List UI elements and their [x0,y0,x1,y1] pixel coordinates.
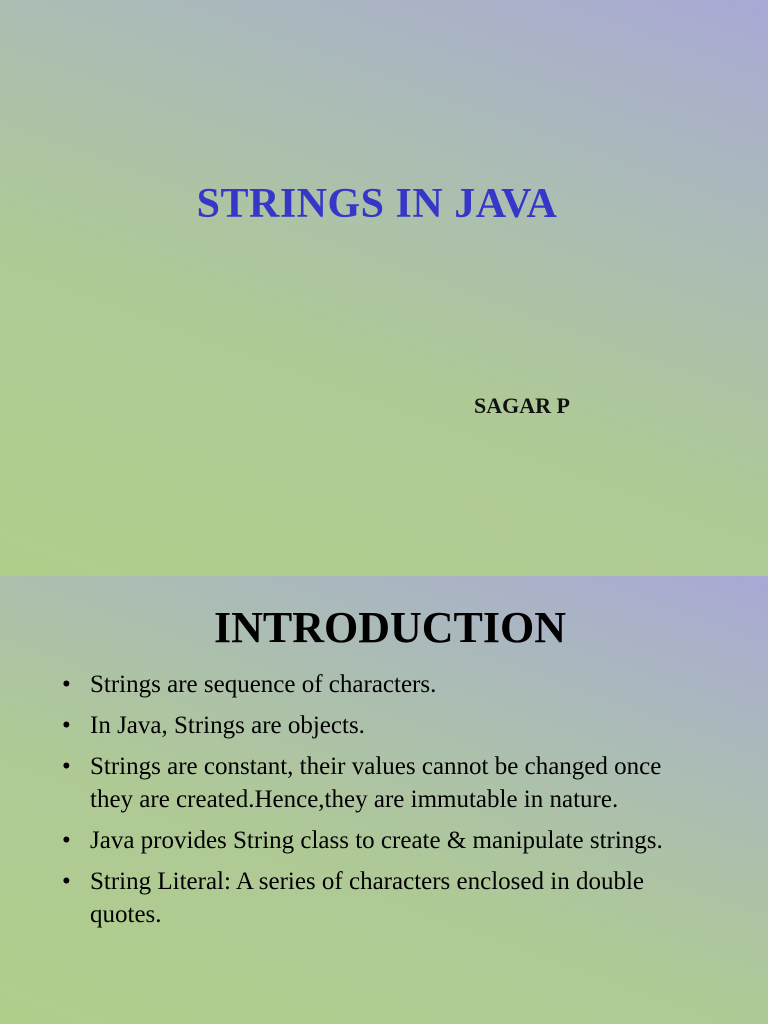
bullet-text: Java provides String class to create & manipulate strings. [90,827,663,854]
bullet-item [62,824,702,857]
bullet-item [62,750,702,816]
bullet-icon: • [62,868,71,895]
slide-introduction-heading: INTRODUCTION [213,603,567,652]
author-name: SAGAR P [474,393,570,418]
bullet-item [62,865,702,931]
bullet-icon: • [62,753,71,780]
bullet-list [62,668,702,939]
bullet-text: In Java, Strings are objects. [90,712,365,739]
bullet-item [62,709,702,742]
bullet-icon: • [62,712,71,739]
slide-title-heading: STRINGS IN JAVA [196,181,558,227]
bullet-icon: • [62,671,71,698]
bullet-item [62,668,702,701]
bullet-text: Strings are sequence of characters. [90,671,437,698]
slide-introduction [0,576,768,1024]
bullet-icon: • [62,827,71,854]
bullet-text: String Literal: A series of characters enclosed in double quotes. [90,868,644,928]
bullet-text: Strings are constant, their values cannot be changed once they are created.Hence,they are immutable in nature. [90,753,662,813]
